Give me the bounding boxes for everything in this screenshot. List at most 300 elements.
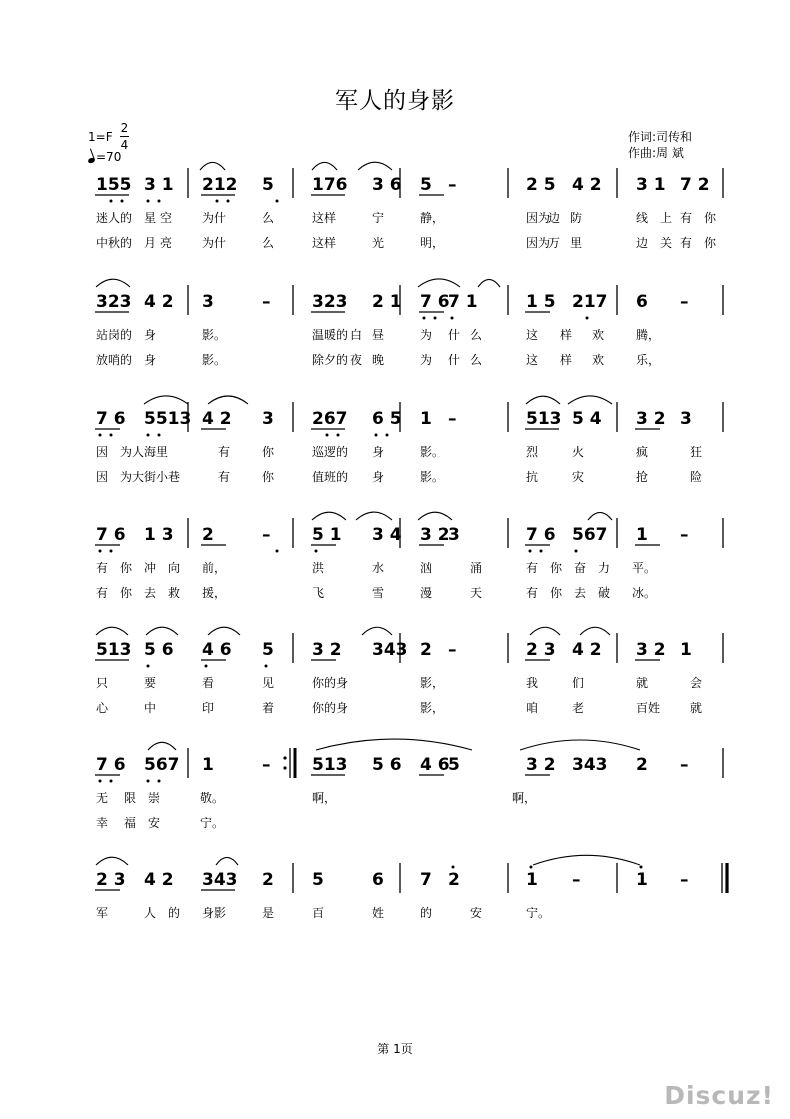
note-group: 6 <box>636 292 648 312</box>
note-group: 5 4 <box>572 409 602 429</box>
note-group: 323 <box>312 292 348 312</box>
lyric-verse2: 天 <box>470 586 483 600</box>
octave-dot <box>147 434 150 437</box>
note-group: 1 3 <box>144 525 174 545</box>
note-group: – <box>448 175 457 195</box>
lyric-verse1: 你 <box>262 445 275 459</box>
lyric-verse1: 百 <box>312 906 325 920</box>
note-group: 3 <box>680 409 692 429</box>
octave-dot <box>99 550 102 553</box>
lyric-verse2: 有 <box>680 236 693 250</box>
note-group: 4 2 <box>202 409 232 429</box>
note-group: 5 <box>312 870 324 890</box>
lyric-verse1: 无 <box>96 791 109 805</box>
lyric-verse2: 有 <box>218 470 231 484</box>
lyric-verse2: 这样 <box>312 236 337 250</box>
note-group: 2 3 <box>96 870 126 890</box>
note-group: 3 2 <box>636 409 666 429</box>
lyric-verse1: 空 <box>160 211 173 225</box>
lyric-verse1: 敬。 <box>200 791 225 805</box>
note-group: – <box>262 525 271 545</box>
lyric-verse1: 腾， <box>636 328 661 342</box>
slur-arc <box>358 162 392 170</box>
note-group: 2 <box>262 870 274 890</box>
lyric-verse2: 月 <box>144 236 157 250</box>
lyric-verse1: 欢 <box>592 328 605 342</box>
lyric-verse1: 身 <box>144 328 157 342</box>
slur-arc <box>356 512 392 520</box>
octave-dot <box>386 434 389 437</box>
note-group: 6 <box>372 870 384 890</box>
lyric-verse2: 救 <box>168 586 181 600</box>
lyric-verse2: 边 <box>636 236 649 250</box>
lyric-verse2: 着 <box>262 701 275 715</box>
page-number: 第 1页 <box>377 1042 413 1056</box>
lyric-verse2: 明， <box>420 236 445 250</box>
lyric-verse2: 灾 <box>572 470 585 484</box>
lyric-verse2: 影。 <box>420 470 445 484</box>
note-group: 2 <box>448 870 460 890</box>
note-group: 4 2 <box>572 640 602 660</box>
note-group: 2 <box>636 755 648 775</box>
slur-arc <box>96 857 128 865</box>
lyric-verse1: 我 <box>526 676 539 690</box>
lyric-verse1: 么 <box>262 211 275 225</box>
note-group: 7 6 <box>420 292 450 312</box>
lyric-verse2: 么 <box>470 353 483 367</box>
lyric-verse2: 为 <box>420 353 433 367</box>
lyric-verse2: 印 <box>202 701 215 715</box>
note-group: 7 1 <box>448 292 478 312</box>
slur-arc <box>526 396 560 404</box>
note-group: 4 2 <box>144 292 174 312</box>
discuz-watermark: Discuz! <box>664 1081 774 1110</box>
lyric-verse2: 老 <box>572 701 585 715</box>
lyric-verse1: 前， <box>202 561 227 575</box>
lyric-verse2: 为什 <box>202 236 227 250</box>
lyric-verse1: 力 <box>598 561 611 575</box>
octave-dot <box>110 434 113 437</box>
lyric-verse1: 有 <box>96 561 109 575</box>
lyric-verse1: 边 <box>548 211 561 225</box>
note-group: 3 2 <box>420 525 450 545</box>
lyric-verse1: 要 <box>144 676 157 690</box>
lyric-verse2: 欢 <box>592 353 605 367</box>
lyric-verse2: 援， <box>202 586 227 600</box>
octave-dot <box>423 317 426 320</box>
lyric-verse1: 啊， <box>512 791 537 805</box>
lyric-verse1: 身 <box>372 445 385 459</box>
lyric-verse2: 影。 <box>202 353 227 367</box>
lyric-verse1: 防 <box>570 211 583 225</box>
lyric-verse2: 影， <box>420 701 445 715</box>
lyric-verse1: 洪 <box>312 561 325 575</box>
lyric-verse1: 线 <box>636 211 649 225</box>
note-group: – <box>448 409 457 429</box>
octave-dot <box>99 780 102 783</box>
lyric-verse1: 见 <box>262 676 275 690</box>
lyric-verse2: 值班的 <box>312 470 349 484</box>
note-group: 2 5 <box>526 175 556 195</box>
lyric-verse1: 崇 <box>148 791 161 805</box>
lyric-verse1: 人 <box>144 906 157 920</box>
octave-dot <box>110 780 113 783</box>
note-group: 212 <box>202 175 238 195</box>
lyric-verse1: 么 <box>470 328 483 342</box>
lyric-verse1: 们 <box>572 676 585 690</box>
slur-arc <box>312 512 346 520</box>
lyric-verse2: 破 <box>598 586 611 600</box>
note-group: – <box>262 755 271 775</box>
lyric-verse2: 去 <box>574 586 587 600</box>
note-group: 7 6 <box>96 755 126 775</box>
score-system <box>95 396 723 484</box>
note-group: 4 2 <box>144 870 174 890</box>
note-group: 7 6 <box>96 409 126 429</box>
lyric-verse1: 有 <box>680 211 693 225</box>
lyric-verse1: 你的身 <box>312 676 349 690</box>
lyric-verse2: 去 <box>144 586 157 600</box>
note-group: 5 6 <box>144 640 174 660</box>
octave-dot <box>227 200 230 203</box>
octave-dot <box>640 866 643 869</box>
lyric-verse1: 有 <box>526 561 539 575</box>
score-system <box>95 855 727 920</box>
slur-arc <box>362 627 392 635</box>
octave-dot <box>158 434 161 437</box>
lyric-verse2: 万 <box>548 236 561 250</box>
lyric-verse1: 只 <box>96 676 109 690</box>
lyric-verse1: 看 <box>202 676 215 690</box>
repeat-dot <box>283 756 286 759</box>
octave-dot <box>451 317 454 320</box>
note-group: 1 <box>636 870 648 890</box>
lyric-verse2: 关 <box>660 236 673 250</box>
lyric-verse2: 么 <box>262 236 275 250</box>
lyric-verse2: 抗 <box>526 470 539 484</box>
lyric-verse1: 汹 <box>420 561 433 575</box>
note-group: 4 6 <box>420 755 450 775</box>
lyric-verse1: 的 <box>420 906 433 920</box>
lyric-verse1: 会 <box>690 676 703 690</box>
score-system <box>95 627 723 715</box>
lyric-verse1: 因 <box>96 445 109 459</box>
lyric-verse2: 有 <box>96 586 109 600</box>
slur-arc <box>418 279 460 287</box>
octave-dot <box>276 200 279 203</box>
lyric-verse1: 你 <box>704 211 717 225</box>
composer: 作曲:周 斌 <box>628 146 684 160</box>
lyric-verse1: 宁 <box>372 211 385 225</box>
slur-arc <box>216 857 238 865</box>
lyric-verse1: 身影 <box>202 906 227 920</box>
lyric-verse2: 你 <box>262 470 275 484</box>
octave-dot <box>326 434 329 437</box>
lyric-verse1: 平。 <box>632 561 657 575</box>
slur-arc <box>316 739 472 750</box>
slur-arc <box>96 627 128 635</box>
lyric-verse1: 影。 <box>202 328 227 342</box>
lyric-verse1: 样 <box>560 328 573 342</box>
note-group: 7 6 <box>526 525 556 545</box>
note-group: 176 <box>312 175 348 195</box>
lyric-verse2: 福 <box>124 816 137 830</box>
lyric-verse2: 为大街小巷 <box>120 470 181 484</box>
lyric-verse1: 静， <box>420 211 445 225</box>
note-group: 7 2 <box>680 175 710 195</box>
lyric-verse1: 奋 <box>574 561 587 575</box>
lyric-verse1: 你 <box>120 561 133 575</box>
lyric-verse2: 中 <box>144 701 157 715</box>
note-group: 1 <box>680 640 692 660</box>
lyric-verse1: 为 <box>420 328 433 342</box>
note-group: 5 6 <box>372 755 402 775</box>
lyric-verse1: 上 <box>660 211 673 225</box>
lyric-verse1: 温暖的 <box>312 328 349 342</box>
note-group: 513 <box>526 409 562 429</box>
note-group: 2 <box>202 525 214 545</box>
lyric-verse1: 为人海里 <box>120 445 169 459</box>
lyric-verse1: 的 <box>168 906 181 920</box>
lyric-verse1: 火 <box>572 445 585 459</box>
lyric-verse1: 巡逻的 <box>312 445 349 459</box>
lyric-verse1: 迷人的 <box>96 211 133 225</box>
slur-arc <box>208 396 248 404</box>
slur-arc <box>146 627 178 635</box>
slur-arc <box>568 396 612 404</box>
slur-arc <box>478 279 500 287</box>
lyric-verse1: 安 <box>470 906 483 920</box>
lyric-verse2: 飞 <box>312 586 325 600</box>
note-group: – <box>680 292 689 312</box>
note-group: 1 <box>636 525 648 545</box>
lyric-verse2: 亮 <box>160 236 173 250</box>
octave-dot <box>110 200 113 203</box>
lyric-verse2: 有 <box>526 586 539 600</box>
note-group: 1 5 <box>526 292 556 312</box>
lyric-verse2: 什 <box>448 353 461 367</box>
slur-arc <box>530 627 560 635</box>
lyric-verse2: 你 <box>120 586 133 600</box>
note-group: 5 <box>262 175 274 195</box>
slur-arc <box>588 512 612 520</box>
lyric-verse2: 晚 <box>372 353 385 367</box>
note-group: 4 6 <box>202 640 232 660</box>
slur-arc <box>520 740 640 750</box>
note-group: 3 2 <box>312 640 342 660</box>
time-signature-top: 2 <box>120 121 129 135</box>
lyric-verse1: 冲 <box>144 561 157 575</box>
octave-dot <box>540 550 543 553</box>
score-system <box>95 512 723 600</box>
note-group: 1 <box>202 755 214 775</box>
lyric-verse1: 就 <box>636 676 649 690</box>
note-group: 155 <box>96 175 132 195</box>
lyric-verse1: 是 <box>262 906 275 920</box>
note-group: 6 5 <box>372 409 402 429</box>
octave-dot <box>375 434 378 437</box>
octave-dot <box>147 200 150 203</box>
lyric-verse1: 啊， <box>312 791 337 805</box>
lyric-verse1: 影， <box>420 676 445 690</box>
lyric-verse1: 疯 <box>636 445 649 459</box>
lyric-verse1: 昼 <box>372 328 385 342</box>
lyric-verse1: 宁。 <box>526 906 551 920</box>
lyric-verse2: 里 <box>570 236 583 250</box>
note-group: – <box>680 755 689 775</box>
lyric-verse2: 除夕的 <box>312 353 349 367</box>
score-system <box>95 739 723 830</box>
lyric-verse1: 向 <box>168 561 181 575</box>
note-group: 513 <box>312 755 348 775</box>
lyric-verse2: 冰。 <box>632 586 657 600</box>
note-group: 5513 <box>144 409 192 429</box>
lyric-verse2: 因 <box>96 470 109 484</box>
repeat-dot <box>283 766 286 769</box>
lyric-verse2: 咱 <box>526 701 539 715</box>
note-group: 1 <box>420 409 432 429</box>
lyric-verse1: 烈 <box>526 445 539 459</box>
lyric-verse2: 夜 <box>350 353 363 367</box>
note-group: 513 <box>96 640 132 660</box>
lyric-verse1: 军 <box>96 906 109 920</box>
slur-arc <box>148 742 176 750</box>
lyric-verse1: 影。 <box>420 445 445 459</box>
lyric-verse1: 站岗的 <box>96 328 133 342</box>
note-group: 3 <box>262 409 274 429</box>
lyric-verse2: 宁。 <box>200 816 225 830</box>
note-group: – <box>680 870 689 890</box>
lyric-verse2: 你 <box>704 236 717 250</box>
octave-dot <box>434 317 437 320</box>
note-group: 4 2 <box>572 175 602 195</box>
note-group: 5 <box>448 755 460 775</box>
note-group: 3 1 <box>144 175 174 195</box>
octave-dot <box>337 434 340 437</box>
note-group: – <box>680 525 689 545</box>
score-system <box>95 162 723 250</box>
time-signature-bottom: 4 <box>120 138 129 152</box>
lyric-verse2: 雪 <box>372 586 385 600</box>
lyric-verse2: 光 <box>372 236 385 250</box>
octave-dot <box>147 780 150 783</box>
note-group: 3 2 <box>526 755 556 775</box>
note-group: 567 <box>572 525 608 545</box>
note-group: 3 6 <box>372 175 402 195</box>
lyric-verse2: 你的身 <box>312 701 349 715</box>
note-group: 5 1 <box>312 525 342 545</box>
lyric-verse2: 身 <box>372 470 385 484</box>
note-group: 323 <box>96 292 132 312</box>
octave-dot <box>99 434 102 437</box>
lyric-verse1: 这样 <box>312 211 337 225</box>
lyric-verse2: 这 <box>526 353 539 367</box>
lyric-verse2: 百姓 <box>636 701 661 715</box>
note-group: 3 2 <box>636 640 666 660</box>
octave-dot <box>121 200 124 203</box>
lyric-verse1: 因为 <box>526 211 551 225</box>
lyric-verse2: 险 <box>690 470 703 484</box>
note-group: 7 <box>420 870 432 890</box>
lyric-verse2: 中秋的 <box>96 236 133 250</box>
note-group: 2 3 <box>526 640 556 660</box>
note-group: 567 <box>144 755 180 775</box>
note-group: – <box>448 640 457 660</box>
slur-arc <box>418 512 452 520</box>
lyric-verse1: 什 <box>448 328 461 342</box>
lyric-verse1: 星 <box>144 211 157 225</box>
octave-dot <box>205 665 208 668</box>
slur-arc <box>533 855 640 865</box>
note-group: 2 1 <box>372 292 402 312</box>
slur-arc <box>144 396 188 404</box>
octave-dot <box>158 780 161 783</box>
octave-dot <box>276 550 279 553</box>
lyric-verse1: 有 <box>218 445 231 459</box>
note-group: – <box>572 870 581 890</box>
note-group: 3 4 <box>372 525 402 545</box>
lyric-verse2: 身 <box>144 353 157 367</box>
note-group: 3 <box>202 292 214 312</box>
lyricist: 作词:司传和 <box>628 130 693 144</box>
lyric-verse1: 姓 <box>372 906 385 920</box>
note-group: 343 <box>572 755 608 775</box>
lyric-verse1: 涌 <box>470 561 483 575</box>
lyric-verse2: 因为 <box>526 236 551 250</box>
note-group: 2 <box>420 640 432 660</box>
slur-arc <box>580 627 610 635</box>
note-group: 3 <box>448 525 460 545</box>
lyric-verse2: 漫 <box>420 586 433 600</box>
note-group: 5 <box>420 175 432 195</box>
lyric-verse1: 限 <box>124 791 137 805</box>
key-signature: 1=F <box>88 130 113 144</box>
lyric-verse2: 乐， <box>636 353 661 367</box>
tempo-value: =70 <box>96 150 122 164</box>
note-group: 3 1 <box>636 175 666 195</box>
lyric-verse1: 这 <box>526 328 539 342</box>
octave-dot <box>216 200 219 203</box>
octave-dot <box>575 550 578 553</box>
lyric-verse2: 就 <box>690 701 703 715</box>
octave-dot <box>586 317 589 320</box>
lyric-verse2: 放哨的 <box>96 353 133 367</box>
note-group: – <box>262 292 271 312</box>
note-group: 267 <box>312 409 348 429</box>
score-system <box>95 279 723 367</box>
note-group: 217 <box>572 292 608 312</box>
octave-dot <box>315 550 318 553</box>
octave-dot <box>158 200 161 203</box>
octave-dot <box>530 866 533 869</box>
octave-dot <box>147 665 150 668</box>
lyric-verse2: 样 <box>560 353 573 367</box>
lyric-verse1: 水 <box>372 561 385 575</box>
slur-arc <box>96 279 130 287</box>
slur-arc <box>312 162 337 170</box>
lyric-verse2: 幸 <box>96 816 109 830</box>
lyric-verse1: 狂 <box>690 445 703 459</box>
lyric-verse2: 安 <box>148 816 161 830</box>
lyric-verse1: 你 <box>550 561 563 575</box>
note-group: 343 <box>202 870 238 890</box>
lyric-verse2: 心 <box>96 701 109 715</box>
note-group: 5 <box>262 640 274 660</box>
lyric-verse1: 白 <box>350 328 363 342</box>
lyric-verse2: 你 <box>550 586 563 600</box>
octave-dot <box>265 665 268 668</box>
octave-dot <box>529 550 532 553</box>
